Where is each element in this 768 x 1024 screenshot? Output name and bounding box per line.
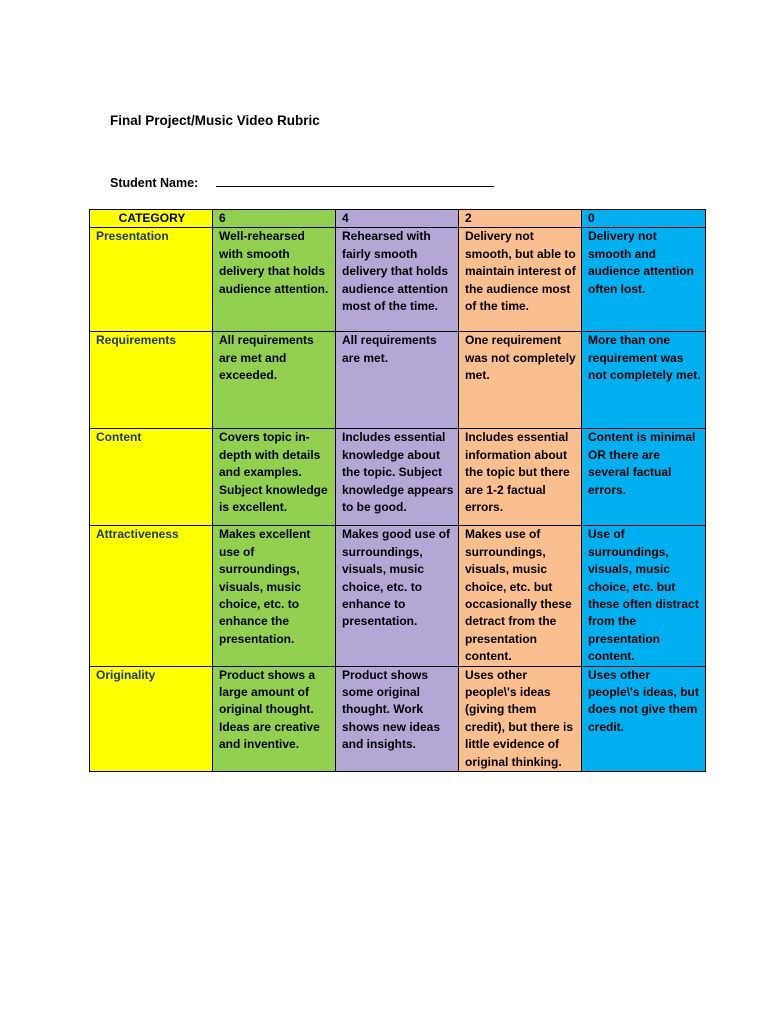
table-cell: Use of surroundings, visuals, music choice, etc. but these often distract from the presentation content. bbox=[582, 526, 706, 666]
student-name-line bbox=[110, 174, 494, 190]
table-cell: All requirements are met. bbox=[336, 332, 459, 429]
table-row bbox=[90, 526, 706, 666]
table-cell: Makes use of surroundings, visuals, music choice, etc. but occasionally these detract from the presentation content. bbox=[459, 526, 582, 666]
header-score-4: 4 bbox=[336, 210, 459, 228]
header-row bbox=[90, 210, 706, 228]
category-requirements: Requirements bbox=[90, 332, 213, 429]
header-score-0: 0 bbox=[582, 210, 706, 228]
table-row bbox=[90, 429, 706, 526]
table-cell: Includes essential knowledge about the topic. Subject knowledge appears to be good. bbox=[336, 429, 459, 526]
header-score-2: 2 bbox=[459, 210, 582, 228]
student-name-label: Student Name: bbox=[110, 176, 199, 190]
student-name-blank bbox=[216, 174, 494, 187]
table-row bbox=[90, 228, 706, 332]
page-title: Final Project/Music Video Rubric bbox=[110, 113, 320, 128]
table-cell: Uses other people\'s ideas (giving them credit), but there is little evidence of original thinking. bbox=[459, 666, 582, 771]
header-category: CATEGORY bbox=[90, 210, 213, 228]
table-cell: One requirement was not completely met. bbox=[459, 332, 582, 429]
table-cell: Delivery not smooth and audience attention often lost. bbox=[582, 228, 706, 332]
table-cell: Makes good use of surroundings, visuals, music choice, etc. to enhance to presentation. bbox=[336, 526, 459, 666]
table-cell: Covers topic in-depth with details and examples. Subject knowledge is excellent. bbox=[213, 429, 336, 526]
rubric-table bbox=[89, 209, 706, 772]
category-originality: Originality bbox=[90, 666, 213, 771]
table-cell: Makes excellent use of surroundings, visuals, music choice, etc. to enhance the presentation. bbox=[213, 526, 336, 666]
table-cell: All requirements are met and exceeded. bbox=[213, 332, 336, 429]
table-cell: Uses other people\'s ideas, but does not give them credit. bbox=[582, 666, 706, 771]
header-score-6: 6 bbox=[213, 210, 336, 228]
category-attractiveness: Attractiveness bbox=[90, 526, 213, 666]
category-content: Content bbox=[90, 429, 213, 526]
table-cell: Well-rehearsed with smooth delivery that holds audience attention. bbox=[213, 228, 336, 332]
table-cell: Product shows some original thought. Work shows new ideas and insights. bbox=[336, 666, 459, 771]
category-presentation: Presentation bbox=[90, 228, 213, 332]
table-row bbox=[90, 332, 706, 429]
table-row bbox=[90, 666, 706, 771]
table-cell: Rehearsed with fairly smooth delivery that holds audience attention most of the time. bbox=[336, 228, 459, 332]
table-cell: Delivery not smooth, but able to maintain interest of the audience most of the time. bbox=[459, 228, 582, 332]
table-cell: Content is minimal OR there are several factual errors. bbox=[582, 429, 706, 526]
table-cell: Includes essential information about the topic but there are 1-2 factual errors. bbox=[459, 429, 582, 526]
table-cell: Product shows a large amount of original thought. Ideas are creative and inventive. bbox=[213, 666, 336, 771]
table-cell: More than one requirement was not completely met. bbox=[582, 332, 706, 429]
